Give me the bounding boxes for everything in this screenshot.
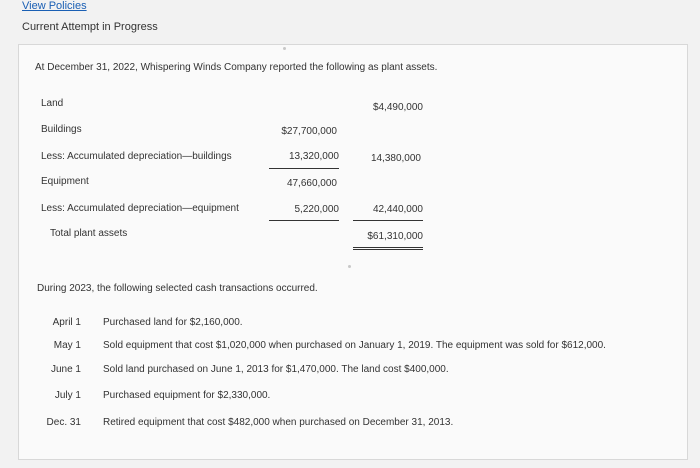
decorative-dot (283, 47, 286, 50)
land-label: Land (41, 98, 64, 109)
decorative-dot (348, 265, 351, 268)
total-plant-assets-label: Total plant assets (50, 228, 128, 239)
accum-dep-equipment-amount: 5,220,000 (269, 204, 339, 221)
buildings-amount: $27,700,000 (281, 126, 337, 137)
land-total: $4,490,000 (372, 102, 423, 113)
transaction-text: Retired equipment that cost $482,000 when purchased on December 31, 2013. (103, 417, 454, 428)
problem-intro: At December 31, 2022, Whispering Winds Company reported the following as plant assets. (35, 62, 438, 73)
transaction-date: June 1 (50, 364, 81, 375)
accum-dep-buildings-amount: 13,320,000 (269, 151, 339, 169)
transaction-text: Sold equipment that cost $1,020,000 when purchased on January 1, 2019. The equipment was sold for $612,000. (103, 340, 606, 351)
accum-dep-equipment-label: Less: Accumulated depreciation—equipment (41, 203, 239, 214)
transaction-text: Purchased land for $2,160,000. (103, 317, 243, 328)
transaction-date: May 1 (53, 340, 81, 351)
accum-dep-buildings-label: Less: Accumulated depreciation—buildings (41, 151, 232, 162)
problem-panel (18, 44, 688, 460)
transaction-date: Dec. 31 (46, 417, 81, 428)
transaction-text: Purchased equipment for $2,330,000. (103, 390, 271, 401)
transaction-date: July 1 (54, 390, 81, 401)
equipment-net: 42,440,000 (353, 204, 423, 221)
equipment-label: Equipment (41, 176, 89, 187)
transaction-text: Sold land purchased on June 1, 2013 for $1,470,000. The land cost $400,000. (103, 364, 449, 375)
attempt-status: Current Attempt in Progress (22, 21, 158, 33)
buildings-label: Buildings (41, 124, 82, 135)
total-plant-assets-amount: $61,310,000 (353, 231, 423, 250)
buildings-net: 14,380,000 (370, 153, 421, 164)
equipment-amount: 47,660,000 (286, 178, 337, 189)
transaction-date: April 1 (52, 317, 81, 328)
view-policies-link[interactable]: View Policies (22, 0, 87, 12)
transactions-intro: During 2023, the following selected cash transactions occurred. (37, 283, 318, 294)
